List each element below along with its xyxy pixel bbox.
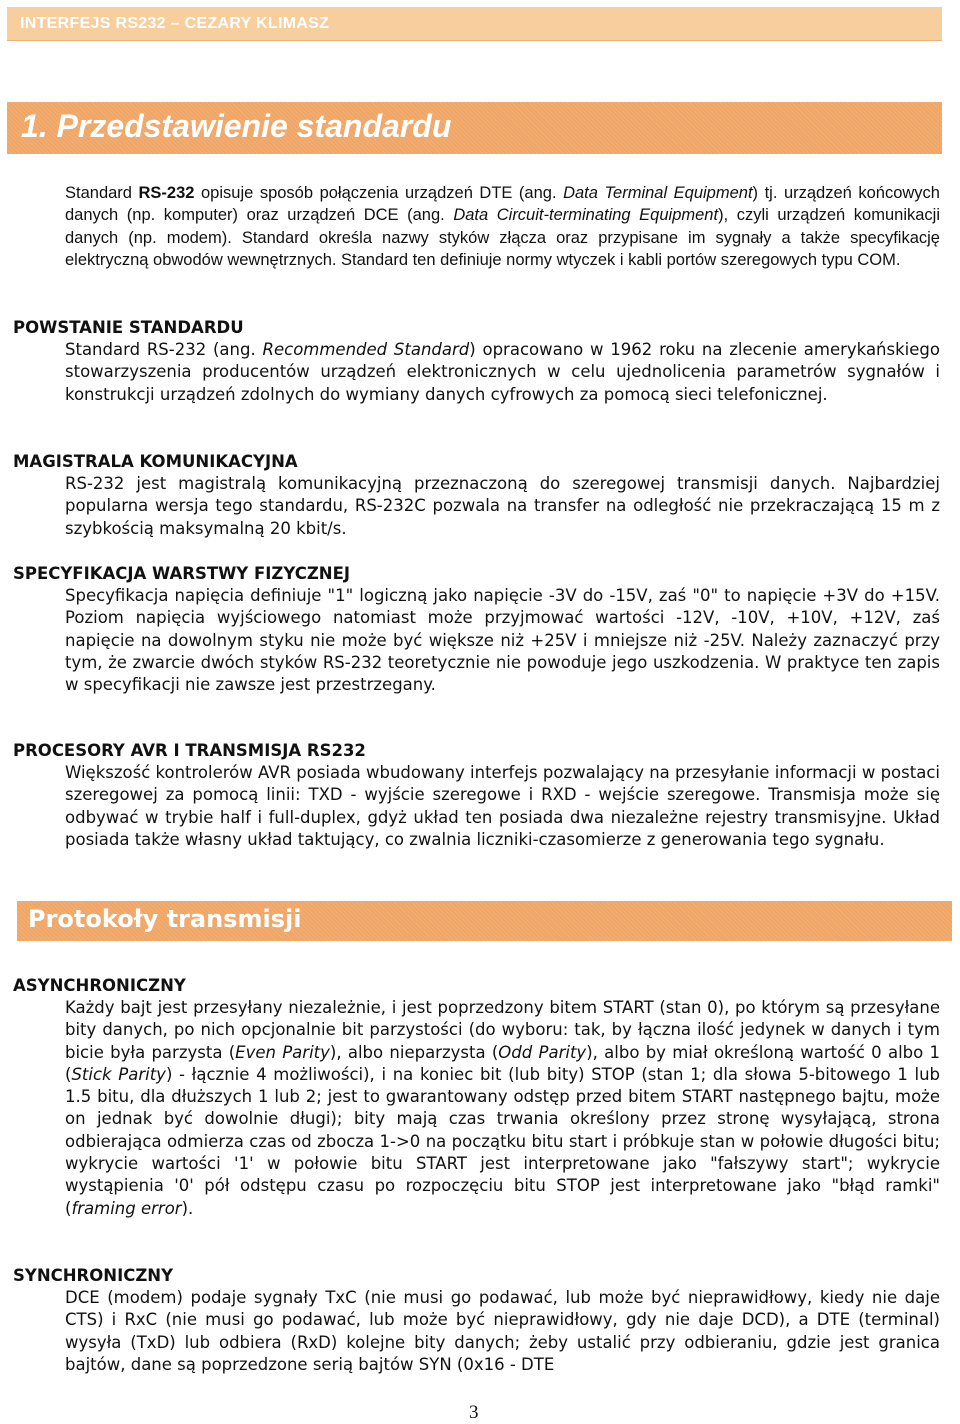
synchroniczny-paragraph: DCE (modem) podaje sygnały TxC (nie musi go podawać, lub może być nieprawidłowy, kiedy nie daje CTS) i RxC (nie musi go podawać, lub może być nieprawidłowy, gdy nie daje DCD), a DTE (terminal) wysyła (TxD) lub odbiera (RxD) kolejne bity danych; żeby ustalić przy odbieraniu, gdzie jest granica bajtów, dane są poprzedzone serią bajtów SYN (0x16 - DTE — [65, 1288, 940, 1374]
heading-synchroniczny: SYNCHRONICZNY — [13, 1266, 174, 1285]
intro-text-2: opisuje sposób połączenia urządzeń DTE (ang. — [194, 184, 564, 202]
intro-rs232: RS-232 — [138, 184, 195, 202]
async-text-3: ), albo by miał określoną wartość 0 albo 1 ( — [65, 1042, 941, 1084]
intro-text-3: ) tj. urządzeń końcowych danych (np. komputer) oraz urządzeń DCE (ang. — [65, 184, 940, 225]
heading-procesory: PROCESORY AVR I TRANSMISJA RS232 — [13, 741, 366, 760]
powstanie-text-2: ) opracowano w 1962 roku na zlecenie amerykańskiego stowarzyszenia producentów urządzeń elektronicznych w celu ujednolicenia parametrów sygnałów i konstrukcji urządzeń zdolnych do wymiany danych cyfrowych za pomocą sieci telefonicznej. — [65, 340, 940, 404]
chapter-title: 1. Przedstawienie standardu — [21, 108, 452, 144]
async-text-4: ) - łącznie 4 możliwości), i na koniec bit (lub bity) STOP (stan 1; dla słowa 5-bitowego 1 lub 1.5 bitu, dla dłuższych 1 lub 2; jest to gwarantowany odstęp przed bitem START następnego bajtu, może on jednak być dowolnie długi); bity mają czas trwania określony przez stronę wysyłającą, strona odbierająca odmierza czas od zbocza 1->0 na początku bitu start i próbkuje stan w połowie długości bitu; wykrycie wartości '1' w połowie bitu START jest interpretowane jako "fałszywy start"; wykrycie wystąpienia '0' pół odstępu czasu po rozpoczęciu bitu STOP jest interpretowane jako "błąd ramki" ( — [65, 1064, 941, 1218]
running-header-title: INTERFEJS RS232 – CEZARY KLIMASZ — [20, 15, 330, 32]
async-odd-parity: Odd Parity — [498, 1042, 587, 1062]
powstanie-paragraph — [65, 339, 940, 406]
intro-text-4: ), czyli urządzeń komunikacji danych (np. modem). Standard określa nazwy styków złącza oraz przypisane im sygnały a także specyfikację elektryczną obwodów wewnętrznych. Standard ten definiuje normy wtyczek i kabli portów szeregowych typu COM. — [65, 206, 941, 269]
async-text-2: ), albo nieparzysta ( — [329, 1042, 499, 1062]
page-number: 3 — [469, 1402, 479, 1423]
async-even-parity: Even Parity — [235, 1042, 330, 1062]
running-header — [7, 7, 942, 41]
intro-dte-term: Data Terminal Equipment — [563, 184, 753, 202]
procesory-paragraph: Większość kontrolerów AVR posiada wbudowany interfejs pozwalający na przesyłanie informacji w postaci szeregowej za pomocą linii: TXD - wyjście szeregowe i RXD - wejście szeregowe. Transmisja może się odbywać w trybie half i full-duplex, gdyż układ ten posiada dwa niezależne rejestry transmisyjne. Układ posiada także własny układ taktujący, co zwalnia liczniki-czasomierze z generowania tego sygnału. — [65, 763, 940, 849]
specyfikacja-paragraph: Specyfikacja napięcia definiuje "1" logiczną jako napięcie -3V do -15V, zaś "0" to napięcie +3V do +15V. Poziom napięcia wyjściowego natomiast może przyjmować wartości -12V, -10V, +10V, +12V, zaś napięcie na dowolnym styku nie może być większe niż +25V i mniejsze niż -25V. Należy zaznaczyć przy tym, że zwarcie dwóch styków RS-232 teoretycznie nie powoduje jego uszkodzenia. W praktyce ten zapis w specyfikacji nie zawsze jest przestrzegany. — [65, 586, 940, 695]
async-stick-parity: Stick Parity — [71, 1064, 166, 1084]
intro-paragraph — [65, 182, 940, 271]
chapter-heading — [7, 102, 942, 154]
section-title: Protokoły transmisji — [28, 905, 302, 933]
asynchroniczny-paragraph — [65, 997, 940, 1220]
powstanie-term: Recommended Standard — [262, 340, 470, 359]
async-text-1: Każdy bajt jest przesyłany niezależnie, i jest poprzedzony bitem START (stan 0), po którym są przesyłane bity danych, po nich opcjonalnie bit parzystości (do wyboru: tak, by łączna ilość jedynek w danych i tym bicie była parzysta ( — [65, 998, 940, 1062]
powstanie-text-1: Standard RS-232 (ang. — [65, 340, 263, 359]
heading-asynchroniczny: ASYNCHRONICZNY — [13, 976, 186, 995]
magistrala-paragraph: RS-232 jest magistralą komunikacyjną przeznaczoną do szeregowej transmisji danych. Najbardziej popularna wersja tego standardu, RS-232C pozwala na transfer na odległość nie przekraczającą 15 m z szybkością maksymalną 20 kbit/s. — [65, 474, 940, 538]
async-text-5: ). — [181, 1198, 194, 1218]
heading-powstanie: POWSTANIE STANDARDU — [13, 318, 244, 337]
intro-dce-term: Data Circuit-terminating Equipment — [453, 206, 719, 225]
heading-magistrala: MAGISTRALA KOMUNIKACYJNA — [13, 452, 298, 471]
intro-text-1: Standard — [65, 184, 139, 202]
async-framing-error: framing error — [71, 1198, 182, 1218]
section-heading — [17, 901, 952, 941]
heading-specyfikacja: SPECYFIKACJA WARSTWY FIZYCZNEJ — [13, 564, 351, 583]
